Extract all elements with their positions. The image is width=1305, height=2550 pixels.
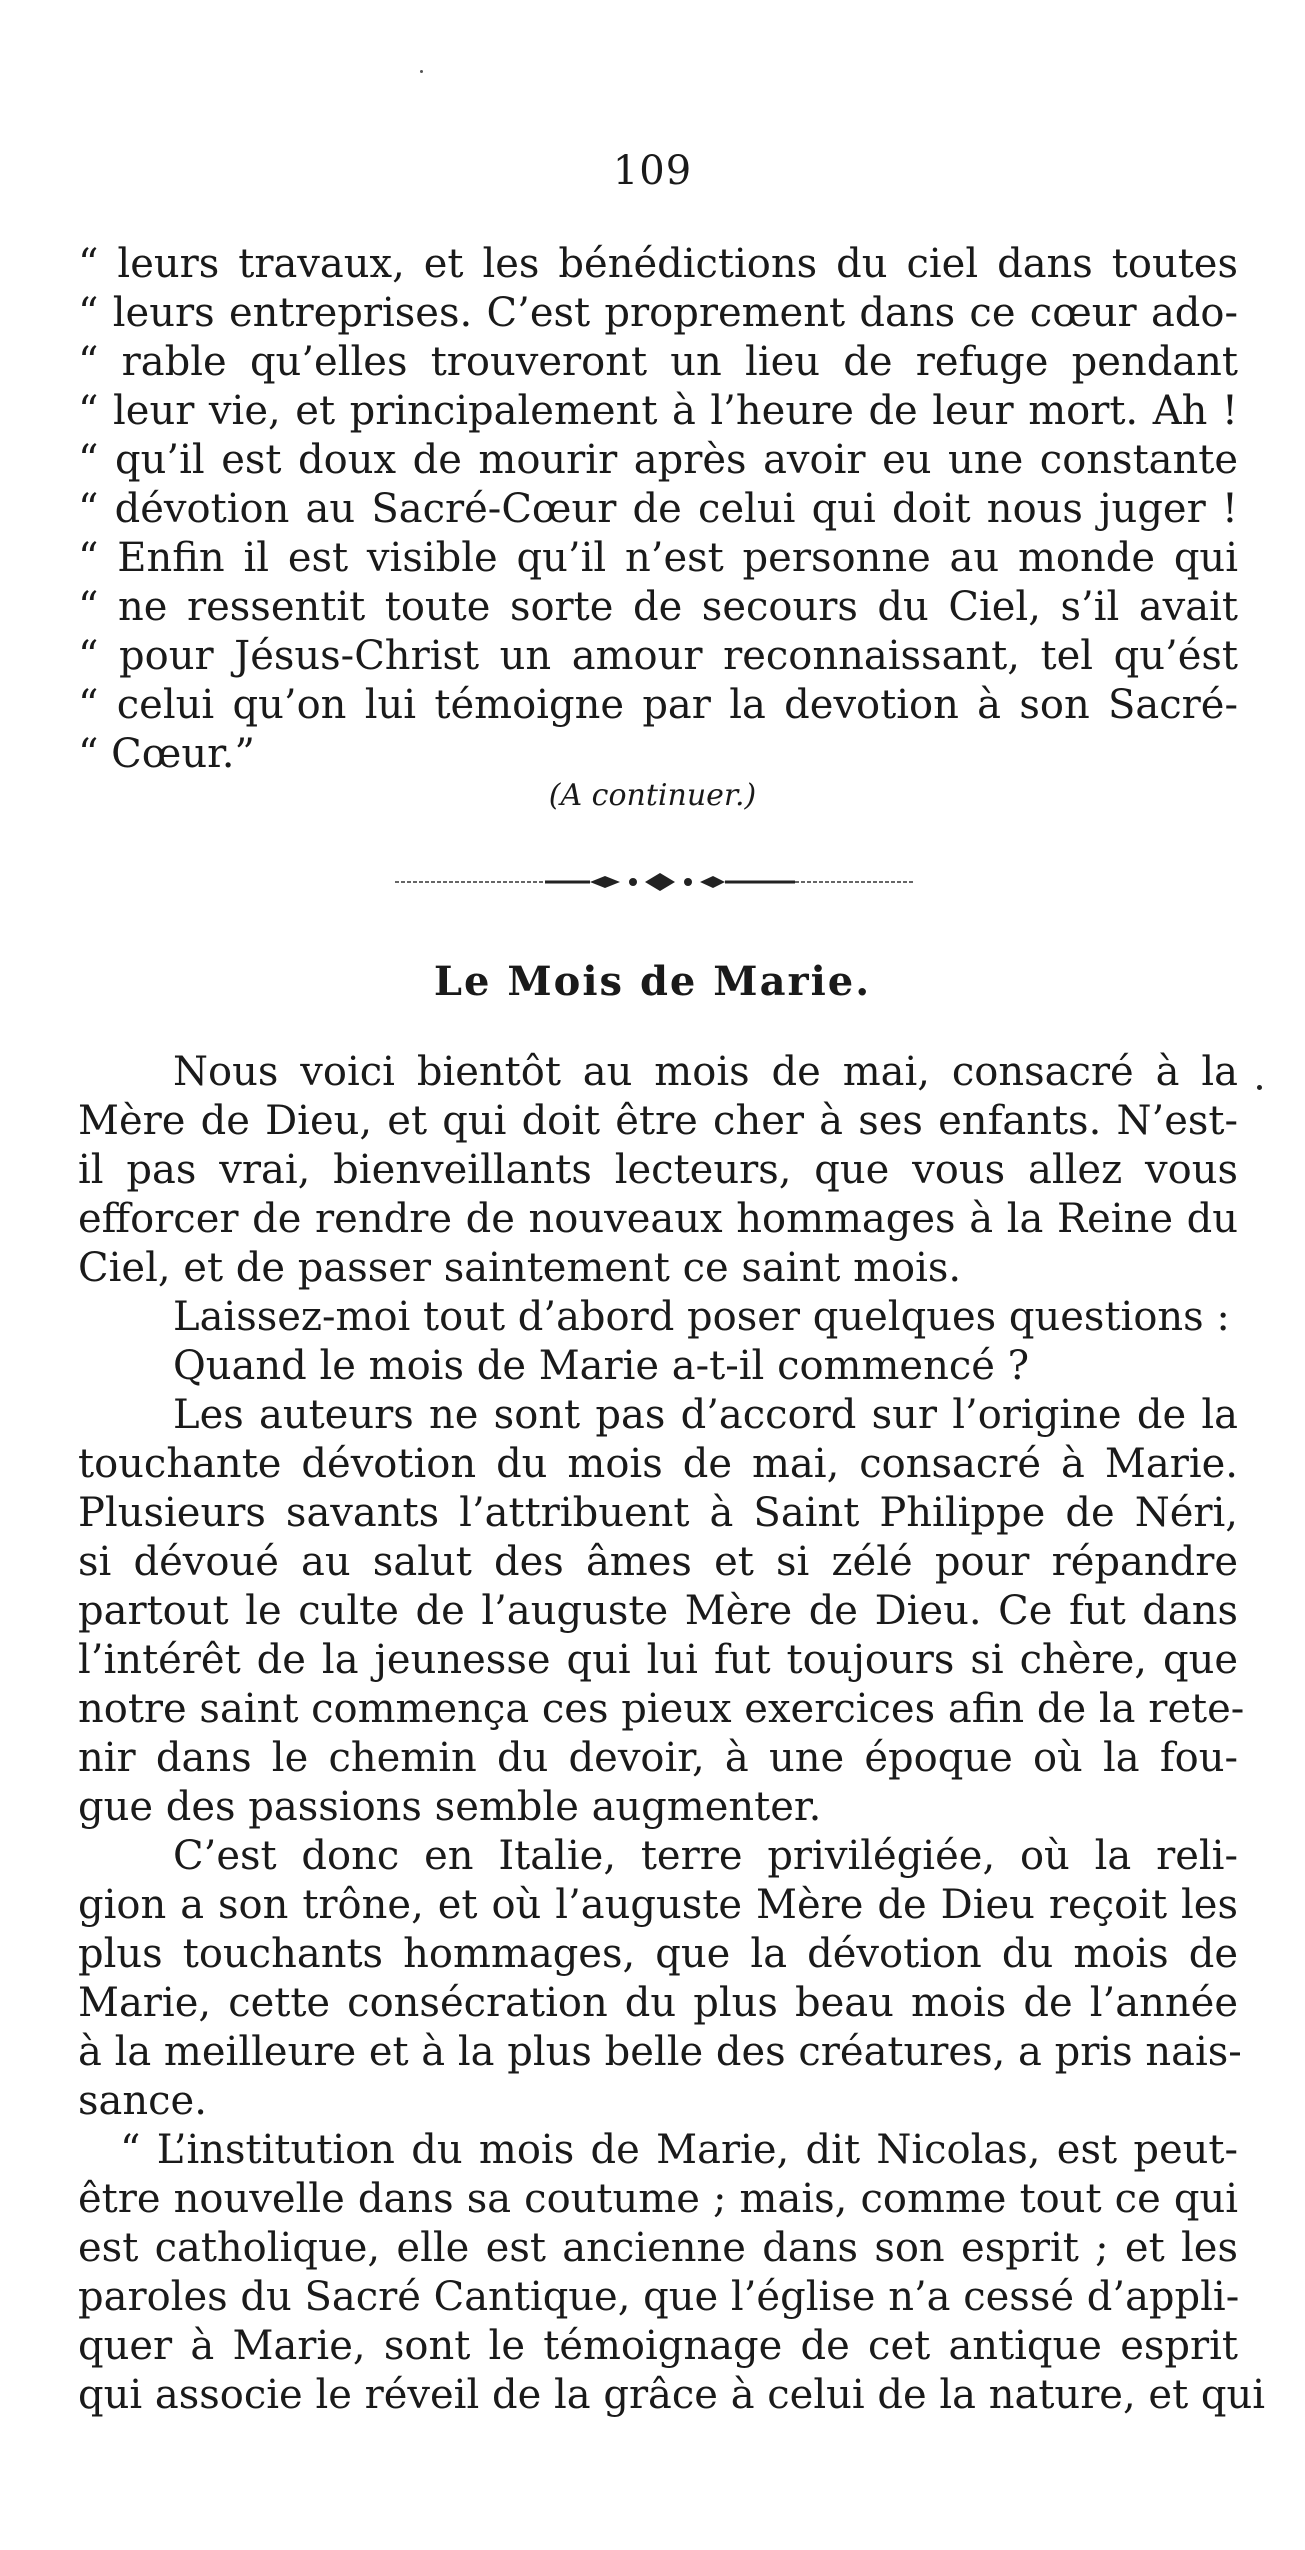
text-line: nir dans le chemin du devoir, à une époque où la fou- [78, 1735, 1238, 1781]
text-line: “ leur vie, et principalement à l’heure de leur mort. Ah ! [78, 388, 1238, 434]
quote-block [78, 240, 1238, 779]
text-line: Plusieurs savants l’attribuent à Saint Philippe de Néri, [78, 1490, 1238, 1536]
text-line: “ L’institution du mois de Marie, dit Nicolas, est peut- [120, 2127, 1238, 2173]
text-line: Mère de Dieu, et qui doit être cher à ses enfants. N’est- [78, 1098, 1238, 1144]
section-divider-ornament [395, 870, 915, 894]
page-number: 109 [612, 148, 693, 194]
text-line: est catholique, elle est ancienne dans son esprit ; et les [78, 2225, 1238, 2271]
text-line: Nous voici bientôt au mois de mai, consacré à la [173, 1049, 1238, 1095]
text-line: à la meilleure et à la plus belle des créatures, a pris nais- [78, 2029, 1242, 2075]
text-line: gion a son trône, et où l’auguste Mère de Dieu reçoit les [78, 1882, 1238, 1928]
text-line: “ leurs entreprises. C’est proprement dans ce cœur ado- [78, 290, 1238, 336]
text-line: “ Enfin il est visible qu’il n’est personne au monde qui [78, 535, 1238, 581]
text-line: C’est donc en Italie, terre privilégiée, où la reli- [173, 1833, 1238, 1879]
text-line: sance. [78, 2078, 207, 2124]
stray-dot [1257, 1085, 1262, 1090]
text-line: Les auteurs ne sont pas d’accord sur l’origine de la [173, 1392, 1238, 1438]
paper-speck [420, 70, 423, 73]
text-line: partout le culte de l’auguste Mère de Dieu. Ce fut dans [78, 1588, 1238, 1634]
text-line: être nouvelle dans sa coutume ; mais, comme tout ce qui [78, 2176, 1238, 2222]
text-line: qui associe le réveil de la grâce à celui de la nature, et qui [78, 2372, 1266, 2418]
text-line: si dévoué au salut des âmes et si zélé pour répandre [78, 1539, 1238, 1585]
text-line: “ qu’il est doux de mourir après avoir eu une constante [78, 437, 1238, 483]
text-line: notre saint commença ces pieux exercices afin de la rete- [78, 1686, 1245, 1732]
text-line: il pas vrai, bienveillants lecteurs, que vous allez vous [78, 1147, 1238, 1193]
text-line: Quand le mois de Marie a-t-il commencé ? [173, 1343, 1030, 1389]
text-line: “ ne ressentit toute sorte de secours du Ciel, s’il avait [78, 584, 1238, 630]
text-line: efforcer de rendre de nouveaux hommages à la Reine du [78, 1196, 1238, 1242]
body-text-block [78, 1048, 1266, 2420]
text-line: gue des passions semble augmenter. [78, 1784, 822, 1830]
text-line: Laissez-moi tout d’abord poser quelques questions : [173, 1294, 1230, 1340]
text-line: Ciel, et de passer saintement ce saint mois. [78, 1245, 962, 1291]
text-line: “ pour Jésus-Christ un amour reconnaissant, tel qu’ést [78, 633, 1238, 679]
text-line: plus touchants hommages, que la dévotion du mois de [78, 1931, 1238, 1977]
text-line: quer à Marie, sont le témoignage de cet antique esprit [78, 2323, 1238, 2369]
to-be-continued: (A continuer.) [548, 778, 757, 813]
text-line: Marie, cette consécration du plus beau mois de l’année [78, 1980, 1238, 2026]
section-title: Le Mois de Marie. [433, 958, 872, 1005]
text-line: “ Cœur.” [78, 731, 255, 777]
text-line: “ rable qu’elles trouveront un lieu de refuge pendant [78, 339, 1238, 385]
text-line: “ celui qu’on lui témoigne par la devotion à son Sacré- [78, 682, 1238, 728]
text-line: paroles du Sacré Cantique, que l’église n’a cessé d’appli- [78, 2274, 1240, 2320]
text-line: “ dévotion au Sacré-Cœur de celui qui doit nous juger ! [78, 486, 1238, 532]
text-line: “ leurs travaux, et les bénédictions du ciel dans toutes [78, 241, 1238, 287]
text-line: touchante dévotion du mois de mai, consacré à Marie. [78, 1441, 1238, 1487]
text-line: l’intérêt de la jeunesse qui lui fut toujours si chère, que [78, 1637, 1238, 1683]
